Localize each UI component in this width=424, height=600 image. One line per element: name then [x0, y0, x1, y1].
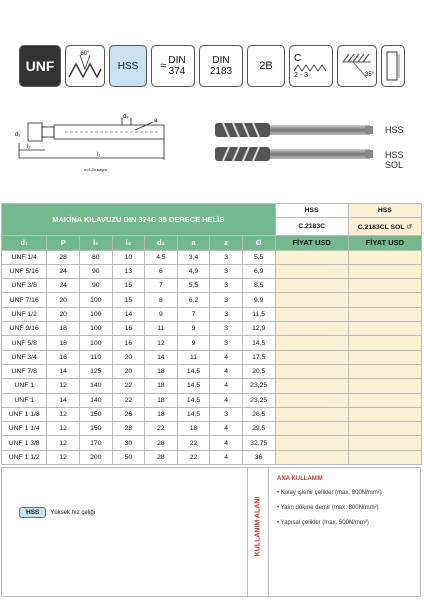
table-row — [2, 279, 422, 293]
chamfer-letter: C — [294, 53, 302, 64]
row-cell: 13 — [112, 264, 145, 278]
row-cell: 3 — [210, 407, 242, 421]
row-cell: 100 — [79, 336, 112, 350]
row-cell: 80 — [79, 250, 112, 264]
hss-sol-price-cell — [348, 336, 421, 350]
col-z: z — [210, 236, 242, 250]
row-size: UNF 9/16 — [2, 322, 47, 336]
shank-icon — [381, 45, 405, 87]
tool-images — [215, 113, 420, 168]
table-row — [2, 336, 422, 350]
drawing-label-d2: d₂ — [123, 114, 129, 120]
row-cell: 22 — [177, 436, 210, 450]
row-cell: 29,5 — [242, 422, 275, 436]
row-cell: 20 — [47, 293, 80, 307]
col-d2: d₂ — [145, 236, 178, 250]
hss-legend-badge: HSS — [19, 507, 46, 518]
hss-price-head: FİYAT USD — [275, 236, 348, 250]
row-cell: 22 — [112, 379, 145, 393]
usage-item: • Yapısal çelikler (max. 500N/mm²) — [277, 520, 369, 526]
row-cell: 32,75 — [242, 436, 275, 450]
row-size: UNF 5/8 — [2, 336, 47, 350]
row-cell: 14,5 — [177, 379, 210, 393]
row-size: UNF 1 1/2 — [2, 450, 47, 464]
tool-label-hss-sol: HSS SOL — [385, 150, 404, 170]
hss-legend — [19, 507, 95, 518]
row-cell: 14,5 — [242, 336, 275, 350]
row-cell: 18 — [145, 393, 178, 407]
hss-sol-price-cell — [348, 407, 421, 421]
row-cell: 9 — [177, 336, 210, 350]
hss-sol-price-cell — [348, 350, 421, 364]
hss-sol-price-cell — [348, 422, 421, 436]
row-cell: 20,5 — [242, 364, 275, 378]
hss-sol-column-head: HSS — [348, 204, 421, 218]
row-cell: 4 — [210, 422, 242, 436]
chamfer-icon — [289, 45, 333, 87]
row-cell: 6 — [145, 264, 178, 278]
row-cell: 7 — [145, 279, 178, 293]
row-cell: 100 — [79, 293, 112, 307]
din374-icon — [151, 45, 195, 87]
hss-sol-price-cell — [348, 307, 421, 321]
hss-code: C.2183C — [275, 218, 348, 236]
row-size: UNF 1 — [2, 393, 47, 407]
row-cell: 28 — [112, 422, 145, 436]
row-cell: 7 — [177, 307, 210, 321]
row-cell: 18 — [145, 379, 178, 393]
rotate-left-icon: ↺ — [406, 223, 412, 231]
row-cell: 9 — [145, 307, 178, 321]
drawing-label-l1: l₁ — [97, 152, 101, 158]
hss-price-cell — [275, 350, 348, 364]
hss-price-cell — [275, 307, 348, 321]
row-cell: 23,25 — [242, 393, 275, 407]
approx-sign: ≈ — [160, 60, 167, 72]
hss-sol-price-cell — [348, 322, 421, 336]
row-cell: 100 — [79, 307, 112, 321]
row-cell: 17,5 — [242, 350, 275, 364]
row-cell: 22 — [145, 422, 178, 436]
row-cell: 14 — [47, 364, 80, 378]
row-cell: 4 — [210, 436, 242, 450]
row-cell: 16 — [112, 322, 145, 336]
row-cell: 200 — [79, 450, 112, 464]
thread-angle-icon — [65, 45, 105, 87]
table-body — [2, 250, 422, 464]
unf-label: UNF — [25, 58, 55, 74]
drawing-label-a: a — [154, 118, 158, 124]
usage-vertical-label — [247, 468, 269, 598]
tap-images — [215, 113, 375, 168]
row-cell: 4 — [210, 393, 242, 407]
row-cell: 18 — [145, 364, 178, 378]
table-row — [2, 264, 422, 278]
hss-price-cell — [275, 336, 348, 350]
row-cell: 90 — [79, 264, 112, 278]
hss-price-cell — [275, 264, 348, 278]
row-cell: 140 — [79, 379, 112, 393]
row-cell: 14,5 — [177, 364, 210, 378]
table-row — [2, 422, 422, 436]
table-title: MAKİNA KILAVUZU DIN 374C 35 DERECE HELİS — [2, 204, 276, 236]
hss-price-cell — [275, 250, 348, 264]
row-cell: 5,5 — [242, 250, 275, 264]
row-cell: 110 — [79, 350, 112, 364]
row-size: UNF 1 3/8 — [2, 436, 47, 450]
row-size: UNF 7/8 — [2, 364, 47, 378]
row-cell: 16 — [112, 336, 145, 350]
hss-price-cell — [275, 436, 348, 450]
row-cell: 12 — [47, 422, 80, 436]
row-cell: 22 — [112, 393, 145, 407]
row-cell: 11 — [145, 322, 178, 336]
usage-item: • Yalın dökme demir (max. 800N/mm²) — [277, 505, 379, 511]
row-cell: 12 — [47, 407, 80, 421]
column-header-row — [2, 236, 422, 250]
row-size: UNF 1 1/4 — [2, 422, 47, 436]
row-cell: 3,4 — [177, 250, 210, 264]
row-cell: 3 — [210, 336, 242, 350]
row-cell: 90 — [79, 279, 112, 293]
drawing-label-d1: d₁ — [15, 132, 21, 138]
row-cell: 23,25 — [242, 379, 275, 393]
row-cell: 6,9 — [242, 264, 275, 278]
row-cell: 18 — [177, 422, 210, 436]
row-cell: 14 — [47, 393, 80, 407]
col-a: a — [177, 236, 210, 250]
row-cell: 28 — [145, 450, 178, 464]
row-size: UNF 1/2 — [2, 307, 47, 321]
col-d1: d₁ — [2, 236, 47, 250]
row-cell: 3 — [210, 279, 242, 293]
row-cell: 4,9 — [177, 264, 210, 278]
row-cell: 36 — [242, 450, 275, 464]
row-size: UNF 5/16 — [2, 264, 47, 278]
table-row — [2, 250, 422, 264]
row-cell: 24 — [47, 264, 80, 278]
row-cell: 11,5 — [242, 307, 275, 321]
row-cell: 4 — [210, 364, 242, 378]
row-cell: 3 — [210, 250, 242, 264]
hss-sol-code — [348, 218, 421, 236]
hss-material-icon — [109, 45, 147, 87]
row-cell: 150 — [79, 422, 112, 436]
table-row — [2, 364, 422, 378]
row-cell: 10 — [112, 250, 145, 264]
usage-item: • Kolay işlenir çelikler (max. 800N/mm²) — [277, 490, 382, 496]
row-cell: 20 — [112, 350, 145, 364]
row-cell: 14 — [112, 307, 145, 321]
hss-legend-text: Yüksek hız çeliği — [50, 509, 96, 516]
helix-angle-icon — [337, 45, 377, 87]
col-l1: l₁ — [79, 236, 112, 250]
row-cell: 125 — [79, 364, 112, 378]
hss-column-head: HSS — [275, 204, 348, 218]
helix-label: 35° — [365, 72, 375, 78]
row-cell: 14 — [145, 350, 178, 364]
tolerance-icon — [247, 45, 285, 87]
row-cell: 12 — [145, 336, 178, 350]
din374-label: DIN 374 — [168, 55, 186, 77]
hss-sol-price-cell — [348, 279, 421, 293]
row-cell: 15 — [112, 293, 145, 307]
hss-sol-price-cell — [348, 364, 421, 378]
row-cell: 4,5 — [145, 250, 178, 264]
row-cell: 28 — [145, 436, 178, 450]
hss-sol-price-cell — [348, 293, 421, 307]
row-cell: 15 — [112, 279, 145, 293]
col-l2: l₂ — [112, 236, 145, 250]
usage-vertical-text: KULLANIM ALANI — [254, 496, 262, 557]
din2183-label: DIN 2183 — [209, 55, 233, 77]
hss-price-cell — [275, 379, 348, 393]
table-row — [2, 393, 422, 407]
row-cell: 16 — [47, 350, 80, 364]
row-cell: 26,5 — [242, 407, 275, 421]
row-cell: 150 — [79, 407, 112, 421]
row-cell: 24 — [47, 279, 80, 293]
row-cell: 6,2 — [177, 293, 210, 307]
col-p: P — [47, 236, 80, 250]
hss-price-cell — [275, 279, 348, 293]
hss-price-cell — [275, 364, 348, 378]
technical-drawing — [5, 108, 205, 176]
row-size: UNF 1 — [2, 379, 47, 393]
unf-badge — [19, 45, 61, 87]
row-size: UNF 7/16 — [2, 293, 47, 307]
hss-price-cell — [275, 407, 348, 421]
row-cell: 3 — [210, 322, 242, 336]
row-cell: 26 — [112, 407, 145, 421]
row-cell: 3 — [210, 307, 242, 321]
hss-price-cell — [275, 422, 348, 436]
table-row — [2, 350, 422, 364]
row-cell: 4 — [210, 379, 242, 393]
row-cell: 50 — [112, 450, 145, 464]
table-row — [2, 293, 422, 307]
row-cell: 18 — [47, 336, 80, 350]
table-row — [2, 436, 422, 450]
row-cell: 140 — [79, 393, 112, 407]
row-size: UNF 3/4 — [2, 350, 47, 364]
hss-price-cell — [275, 393, 348, 407]
row-cell: 4 — [210, 350, 242, 364]
row-size: UNF 1 1/8 — [2, 407, 47, 421]
hss-sol-price-cell — [348, 264, 421, 278]
row-cell: 18 — [145, 407, 178, 421]
hss-sol-price-cell — [348, 436, 421, 450]
col-diameter: Ø — [242, 236, 275, 250]
row-cell: 12,9 — [242, 322, 275, 336]
legend-section — [1, 467, 421, 597]
row-cell: 3 — [210, 293, 242, 307]
row-cell: 5,5 — [177, 279, 210, 293]
drawing-caption: z=4,2x sayısı — [84, 167, 108, 172]
feature-icon-row — [19, 45, 405, 89]
tool-label-hss: HSS — [385, 125, 404, 135]
usage-title: ANA KULLANIM — [277, 476, 323, 482]
row-cell: 14,5 — [177, 407, 210, 421]
spec-table — [1, 203, 422, 465]
row-cell: 20 — [112, 364, 145, 378]
table-row — [2, 450, 422, 464]
row-size: UNF 3/8 — [2, 279, 47, 293]
hss-price-cell — [275, 450, 348, 464]
table-row — [2, 322, 422, 336]
row-cell: 100 — [79, 322, 112, 336]
row-cell: 28 — [47, 250, 80, 264]
drawing-label-l2: l₂ — [27, 144, 31, 150]
hss-sol-price-cell — [348, 250, 421, 264]
hss-price-cell — [275, 322, 348, 336]
row-cell: 12 — [47, 450, 80, 464]
row-cell: 14,5 — [177, 393, 210, 407]
row-cell: 9,9 — [242, 293, 275, 307]
din2183-icon — [199, 45, 243, 87]
table-row — [2, 379, 422, 393]
chamfer-range: 2 - 3 — [294, 72, 309, 79]
row-cell: 30 — [112, 436, 145, 450]
tolerance-label: 2B — [259, 60, 273, 72]
row-cell: 9 — [177, 322, 210, 336]
hss-sol-price-cell — [348, 379, 421, 393]
table-row — [2, 307, 422, 321]
hss-price-cell — [275, 293, 348, 307]
row-cell: 12 — [47, 436, 80, 450]
row-cell: 20 — [47, 307, 80, 321]
row-cell: 8,5 — [242, 279, 275, 293]
usage-list — [277, 476, 382, 535]
hss-label: HSS — [117, 60, 139, 72]
row-cell: 170 — [79, 436, 112, 450]
row-cell: 4 — [210, 450, 242, 464]
hss-sol-code-text: C.2183CL SOL — [357, 223, 405, 231]
row-cell: 11 — [177, 350, 210, 364]
hss-sol-price-cell — [348, 450, 421, 464]
row-size: UNF 1/4 — [2, 250, 47, 264]
row-cell: 3 — [210, 264, 242, 278]
row-cell: 22 — [177, 450, 210, 464]
row-cell: 12 — [47, 379, 80, 393]
hss-sol-price-head: FİYAT USD — [348, 236, 421, 250]
hss-sol-price-cell — [348, 393, 421, 407]
table-header-row-1 — [2, 204, 422, 218]
row-cell: 8 — [145, 293, 178, 307]
table-row — [2, 407, 422, 421]
angle-label: 60° — [80, 51, 90, 57]
row-cell: 18 — [47, 322, 80, 336]
